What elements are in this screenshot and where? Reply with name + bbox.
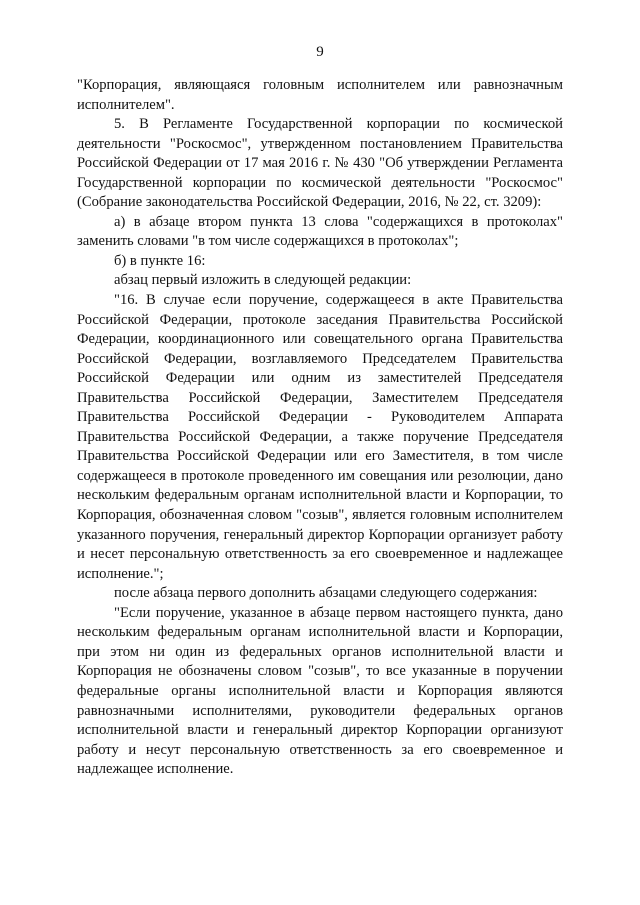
paragraph-instruction: абзац первый изложить в следующей редакции: (114, 272, 412, 289)
paragraph-instruction-add: после абзаца первого дополнить абзацами следующего содержания: (114, 585, 538, 602)
paragraph-subitem-a: а) в абзаце втором пункта 13 слова "содержащихся в протоколах" заменить словами "в том числе содержащихся в протоколах"; (77, 213, 563, 250)
document-body (77, 76, 563, 780)
paragraph-item-5: 5. В Регламенте Государственной корпорации по космической деятельности "Роскосмос", утвержденном постановлением Правительства Российской Федерации от 17 мая 2016 г. № 430 "Об утверждении Регламента Государственной корпорации по космической деятельности "Роскосмос" (Собрание законодательства Российской Федерации, 2016, № 22, ст. 3209): (77, 116, 563, 211)
page-number: 9 (316, 44, 324, 60)
paragraph-subitem-b: б) в пункте 16: (114, 252, 206, 269)
paragraph-continuation: "Корпорация, являющаяся головным исполнителем или равнозначным исполнителем". (77, 77, 563, 113)
paragraph-new-text: "Если поручение, указанное в абзаце первом настоящего пункта, дано нескольким федеральным органам исполнительной власти и Корпорации, при этом ни один из федеральных органов исполнительной власти и Корпорация не обозначены словом "созыв", то все указанные в поручении федеральные органы исполнительной власти и Корпорация являются равнозначными исполнителями, руководители федеральных органов исполнительной власти и генеральный директор Корпорации организуют работу и несут персональную ответственность за его своевременное и надлежащее исполнение. (77, 604, 563, 778)
paragraph-point-16: "16. В случае если поручение, содержащееся в акте Правительства Российской Федерации, протоколе заседания Правительства Российской Федерации, координационного или совещательного органа Правительства Российской Федерации, возглавляемого Председателем Правительства Российской Федерации или одним из заместителей Председателя Правительства Российской Федерации, Заместителем Председателя Правительства Российской Федерации - Руководителем Аппарата Правительства Российской Федерации, а также поручение Председателя Правительства Российской Федерации или его Заместителя, в том числе содержащееся в протоколе проведенного им совещания или резолюции, дано нескольким федеральным органам исполнительной власти и Корпорации, то Корпорация, обозначенная словом "созыв", является головным исполнителем указанного поручения, генеральный директор Корпорации организует работу и несет персональную ответственность за его своевременное и надлежащее исполнение."; (77, 292, 563, 582)
